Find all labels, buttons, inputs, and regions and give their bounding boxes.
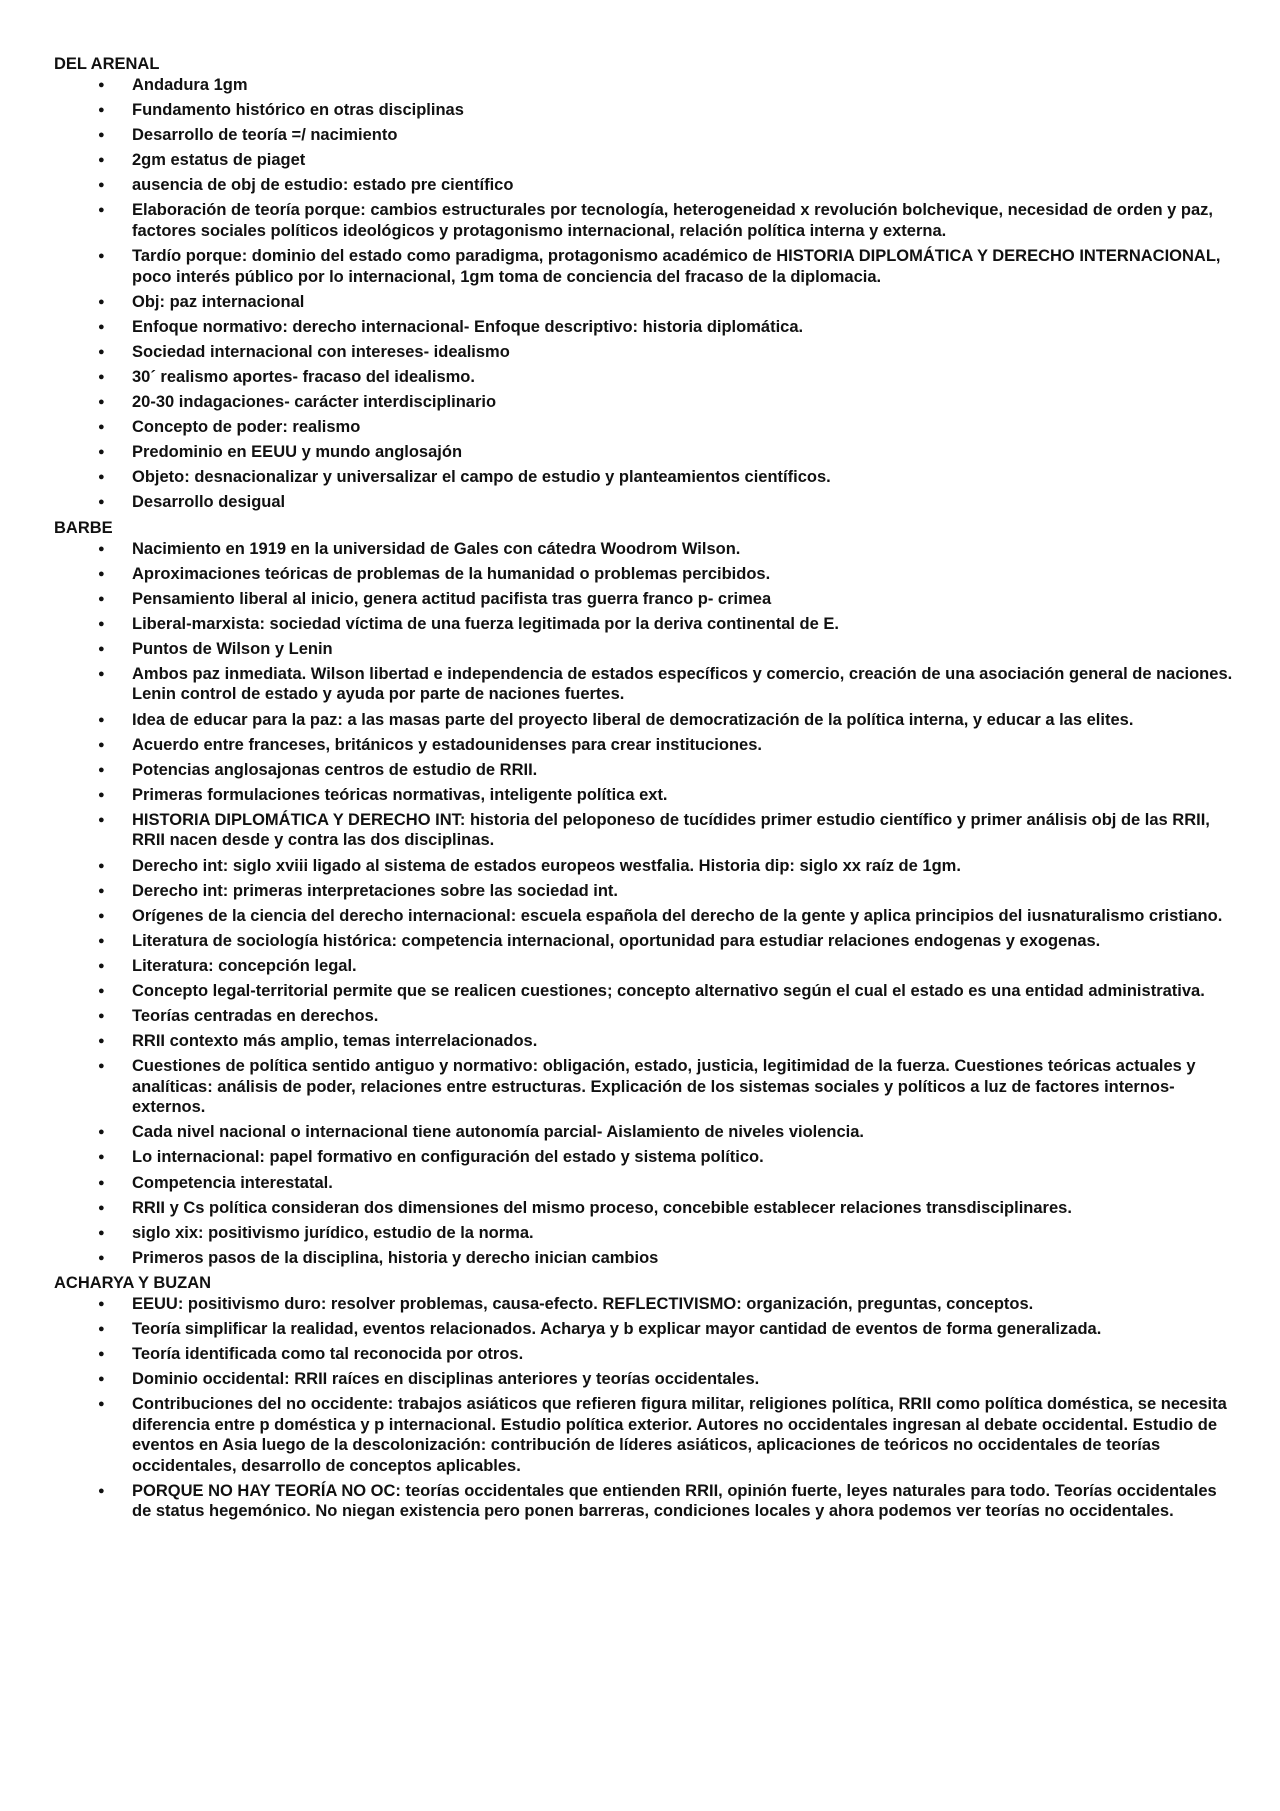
list-item: ● Dominio occidental: RRII raíces en disciplinas anteriores y teorías occidentales. <box>54 1369 1234 1390</box>
list-item: ● 30´ realismo aportes- fracaso del idealismo. <box>54 367 1234 388</box>
list-item: ● Elaboración de teoría porque: cambios estructurales por tecnología, heterogeneidad x revolución bolchevique, necesidad de orden y paz, factores sociales políticos ideológicos y protagonismo internacional, relación política interna y externa. <box>54 200 1234 241</box>
list-item: ● Fundamento histórico en otras disciplinas <box>54 100 1234 121</box>
section-title: ACHARYA Y BUZAN <box>54 1273 212 1292</box>
list-item: ● Concepto legal-territorial permite que se realicen cuestiones; concepto alternativo según el cual el estado es una entidad administrativa. <box>54 981 1234 1002</box>
list-item: ● Potencias anglosajonas centros de estudio de RRII. <box>54 760 1234 781</box>
list-item: ● Andadura 1gm <box>54 75 1234 96</box>
list-item: ● Teorías centradas en derechos. <box>54 1006 1234 1027</box>
list-item: ● Orígenes de la ciencia del derecho internacional: escuela española del derecho de la gente y aplica principios del iusnaturalismo cristiano. <box>54 906 1234 927</box>
list-item: ● ausencia de obj de estudio: estado pre científico <box>54 175 1234 196</box>
list-item: ● Contribuciones del no occidente: trabajos asiáticos que refieren figura militar, religiones política, RRII como política doméstica, se necesita diferencia entre p doméstica y p internacional. Estudio política exterior. Autores no occidentales ingresan al debate occidental. Estudio de eventos en Asia luego de la descolonización: contribución de líderes asiáticos, aplicaciones de teóricos no occidentales de teorías occidentales, desarrollo de conceptos aplicables. <box>54 1394 1234 1476</box>
bullet-list <box>54 75 1234 513</box>
section-acharya-y-buzan <box>54 1273 1234 1522</box>
bullet-list <box>54 539 1234 1269</box>
list-item: ● PORQUE NO HAY TEORÍA NO OC: teorías occidentales que entienden RRII, opinión fuerte, leyes naturales para todo. Teorías occidentales de status hegemónico. No niegan existencia pero ponen barreras, condiciones locales y ahora podemos ver teorías no occidentales. <box>54 1481 1234 1522</box>
list-item: ● Cada nivel nacional o internacional tiene autonomía parcial- Aislamiento de niveles violencia. <box>54 1122 1234 1143</box>
section-title: DEL ARENAL <box>54 55 160 73</box>
list-item: ● Desarrollo de teoría =/ nacimiento <box>54 125 1234 146</box>
list-item: ● siglo xix: positivismo jurídico, estudio de la norma. <box>54 1223 1234 1244</box>
section-title: BARBE <box>54 518 113 537</box>
list-item: ● Objeto: desnacionalizar y universalizar el campo de estudio y planteamientos científicos. <box>54 467 1234 488</box>
list-item: ● Pensamiento liberal al inicio, genera actitud pacifista tras guerra franco p- crimea <box>54 589 1234 610</box>
list-item: ● Derecho int: primeras interpretaciones sobre las sociedad int. <box>54 881 1234 902</box>
list-item: ● RRII y Cs política consideran dos dimensiones del mismo proceso, concebible establecer relaciones transdisciplinares. <box>54 1198 1234 1219</box>
list-item: ● Lo internacional: papel formativo en configuración del estado y sistema político. <box>54 1147 1234 1168</box>
list-item: ● Concepto de poder: realismo <box>54 417 1234 438</box>
section-del-arenal <box>54 54 1234 513</box>
list-item: ● Desarrollo desigual <box>54 492 1234 513</box>
list-item: ● Nacimiento en 1919 en la universidad de Gales con cátedra Woodrom Wilson. <box>54 539 1234 560</box>
list-item: ● Ambos paz inmediata. Wilson libertad e independencia de estados específicos y comercio, creación de una asociación general de naciones. Lenin control de estado y ayuda por parte de naciones fuertes. <box>54 664 1234 705</box>
list-item: ● Primeras formulaciones teóricas normativas, inteligente política ext. <box>54 785 1234 806</box>
list-item: ● Enfoque normativo: derecho internacional- Enfoque descriptivo: historia diplomática. <box>54 317 1234 338</box>
list-item: ● 2gm estatus de piaget <box>54 150 1234 171</box>
list-item: ● Tardío porque: dominio del estado como paradigma, protagonismo académico de HISTORIA DIPLOMÁTICA Y DERECHO INTERNACIONAL, poco interés público por lo internacional, 1gm toma de conciencia del fracaso de la diplomacia. <box>54 246 1234 287</box>
list-item: ● Cuestiones de política sentido antiguo y normativo: obligación, estado, justicia, legitimidad de la fuerza. Cuestiones teóricas actuales y analíticas: análisis de poder, relaciones entre estructuras. Explicación de los sistemas sociales y políticos a luz de factores internos-externos. <box>54 1056 1234 1118</box>
list-item: ● Teoría identificada como tal reconocida por otros. <box>54 1344 1234 1365</box>
list-item: ● Sociedad internacional con intereses- idealismo <box>54 342 1234 363</box>
list-item: ● EEUU: positivismo duro: resolver problemas, causa-efecto. REFLECTIVISMO: organización, preguntas, conceptos. <box>54 1294 1234 1315</box>
bullet-list <box>54 1294 1234 1522</box>
list-item: ● RRII contexto más amplio, temas interrelacionados. <box>54 1031 1234 1052</box>
list-item: ● Teoría simplificar la realidad, eventos relacionados. Acharya y b explicar mayor cantidad de eventos de forma generalizada. <box>54 1319 1234 1340</box>
list-item: ● Derecho int: siglo xviii ligado al sistema de estados europeos westfalia. Historia dip: siglo xx raíz de 1gm. <box>54 856 1234 877</box>
list-item: ● Obj: paz internacional <box>54 292 1234 313</box>
list-item: ● Competencia interestatal. <box>54 1173 1234 1194</box>
list-item: ● Literatura de sociología histórica: competencia internacional, oportunidad para estudiar relaciones endogenas y exogenas. <box>54 931 1234 952</box>
list-item: ● HISTORIA DIPLOMÁTICA Y DERECHO INT: historia del peloponeso de tucídides primer estudio científico y primer análisis obj de las RRII, RRII nacen desde y contra las dos disciplinas. <box>54 810 1234 851</box>
list-item: ● Literatura: concepción legal. <box>54 956 1234 977</box>
list-item: ● Predominio en EEUU y mundo anglosajón <box>54 442 1234 463</box>
list-item: ● Idea de educar para la paz: a las masas parte del proyecto liberal de democratización de la política interna, y educar a las elites. <box>54 710 1234 731</box>
document-page <box>54 54 1234 1527</box>
list-item: ● 20-30 indagaciones- carácter interdisciplinario <box>54 392 1234 413</box>
list-item: ● Puntos de Wilson y Lenin <box>54 639 1234 660</box>
list-item: ● Liberal-marxista: sociedad víctima de una fuerza legitimada por la deriva continental de E. <box>54 614 1234 635</box>
list-item: ● Aproximaciones teóricas de problemas de la humanidad o problemas percibidos. <box>54 564 1234 585</box>
section-barbe <box>54 518 1234 1269</box>
list-item: ● Primeros pasos de la disciplina, historia y derecho inician cambios <box>54 1248 1234 1269</box>
list-item: ● Acuerdo entre franceses, británicos y estadounidenses para crear instituciones. <box>54 735 1234 756</box>
